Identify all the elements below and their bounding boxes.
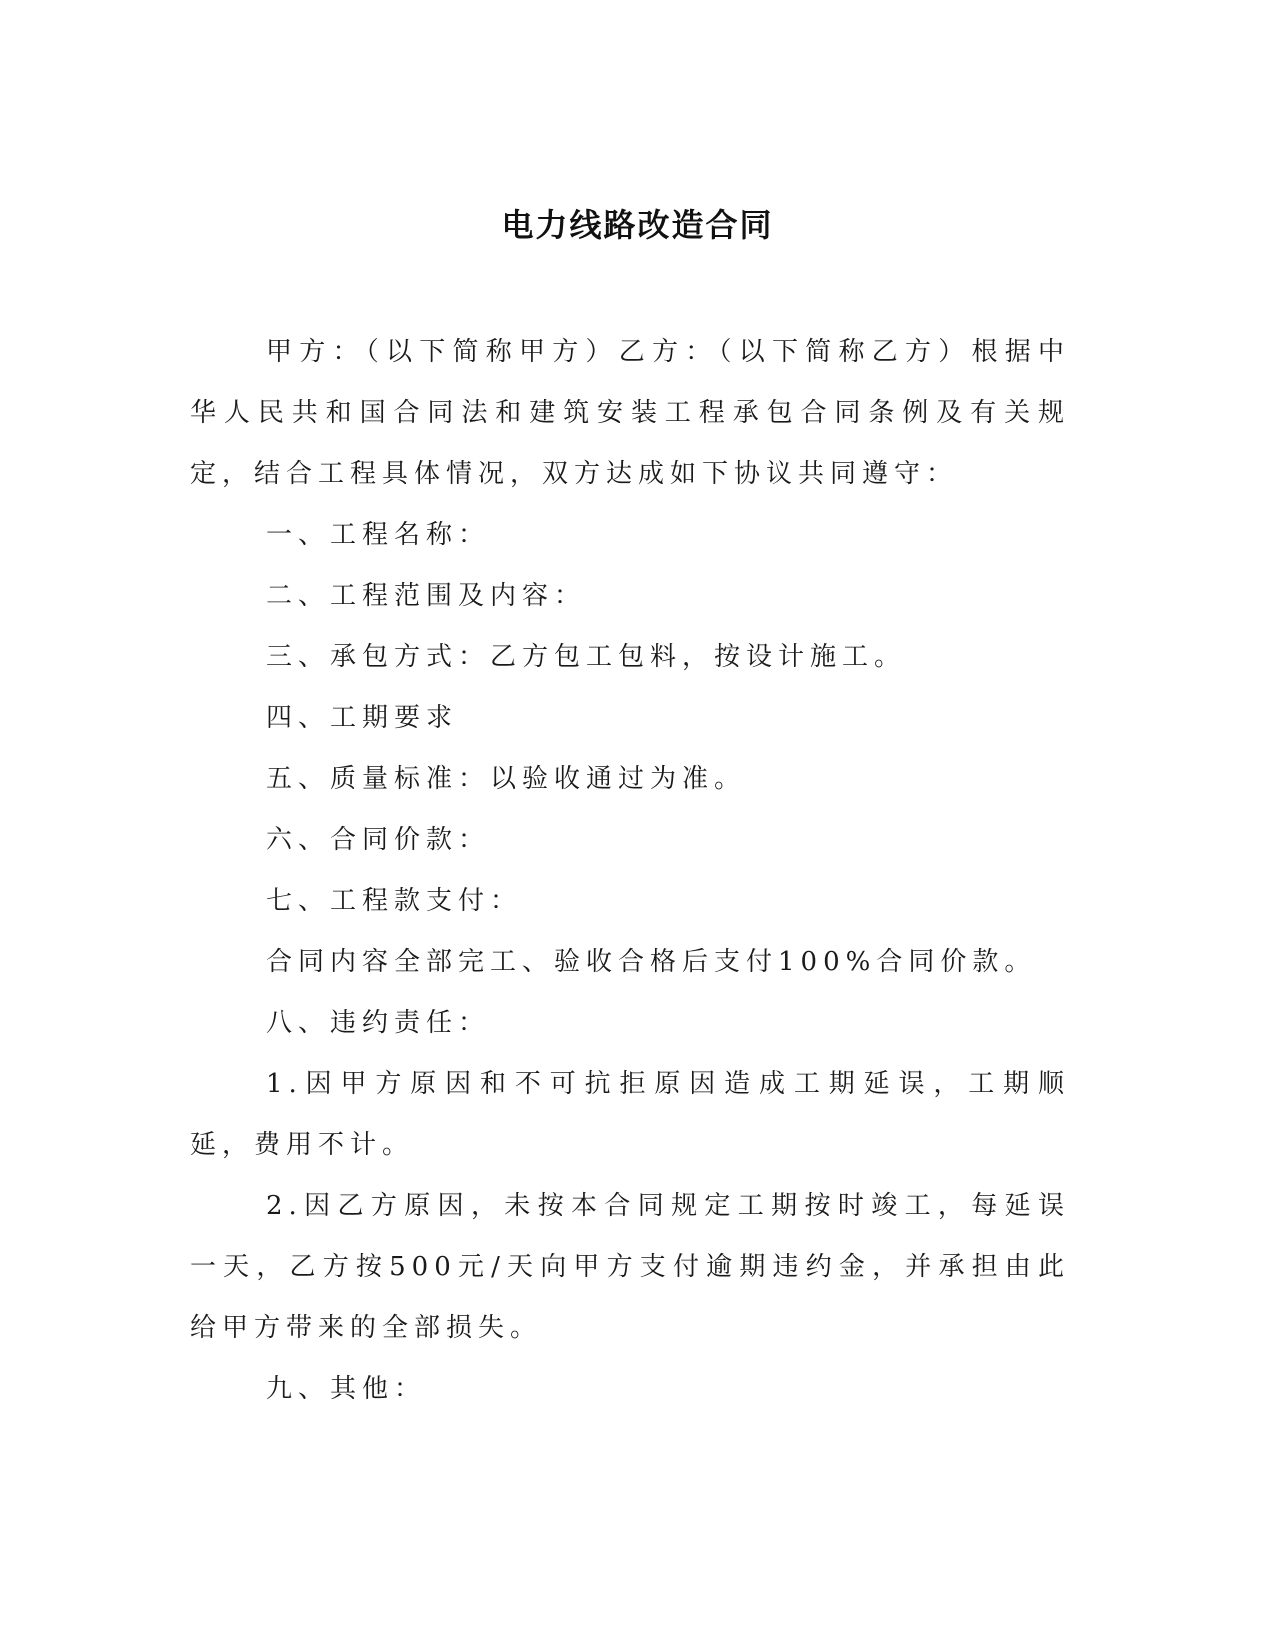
contract-body <box>190 322 1070 1420</box>
breach-item-1: 1.因甲方原因和不可抗拒原因造成工期延误，工期顺延，费用不计。 <box>190 1069 1070 1160</box>
payment-detail: 合同内容全部完工、验收合格后支付100%合同价款。 <box>266 947 1037 977</box>
clause-project-name: 一、工程名称： <box>266 520 491 550</box>
clause-scope: 二、工程范围及内容： <box>266 581 587 611</box>
clause-payment: 七、工程款支付： <box>266 886 523 916</box>
clause-contracting-method: 三、承包方式：乙方包工包料，按设计施工。 <box>266 642 907 672</box>
clause-other: 九、其他： <box>266 1374 427 1404</box>
breach-item-2: 2.因乙方原因，未按本合同规定工期按时竣工，每延误一天，乙方按500元/天向甲方支付逾期违约金，并承担由此给甲方带来的全部损失。 <box>190 1191 1070 1343</box>
clause-quality: 五、质量标准：以验收通过为准。 <box>266 764 747 794</box>
clause-schedule: 四、工期要求 <box>266 703 459 733</box>
clause-price: 六、合同价款： <box>266 825 491 855</box>
clause-breach: 八、违约责任： <box>266 1008 491 1038</box>
preamble-paragraph: 甲方：（以下简称甲方）乙方：（以下简称乙方）根据中华人民共和国合同法和建筑安装工程承包合同条例及有关规定，结合工程具体情况，双方达成如下协议共同遵守： <box>190 337 1070 489</box>
document-title: 电力线路改造合同 <box>501 206 774 244</box>
